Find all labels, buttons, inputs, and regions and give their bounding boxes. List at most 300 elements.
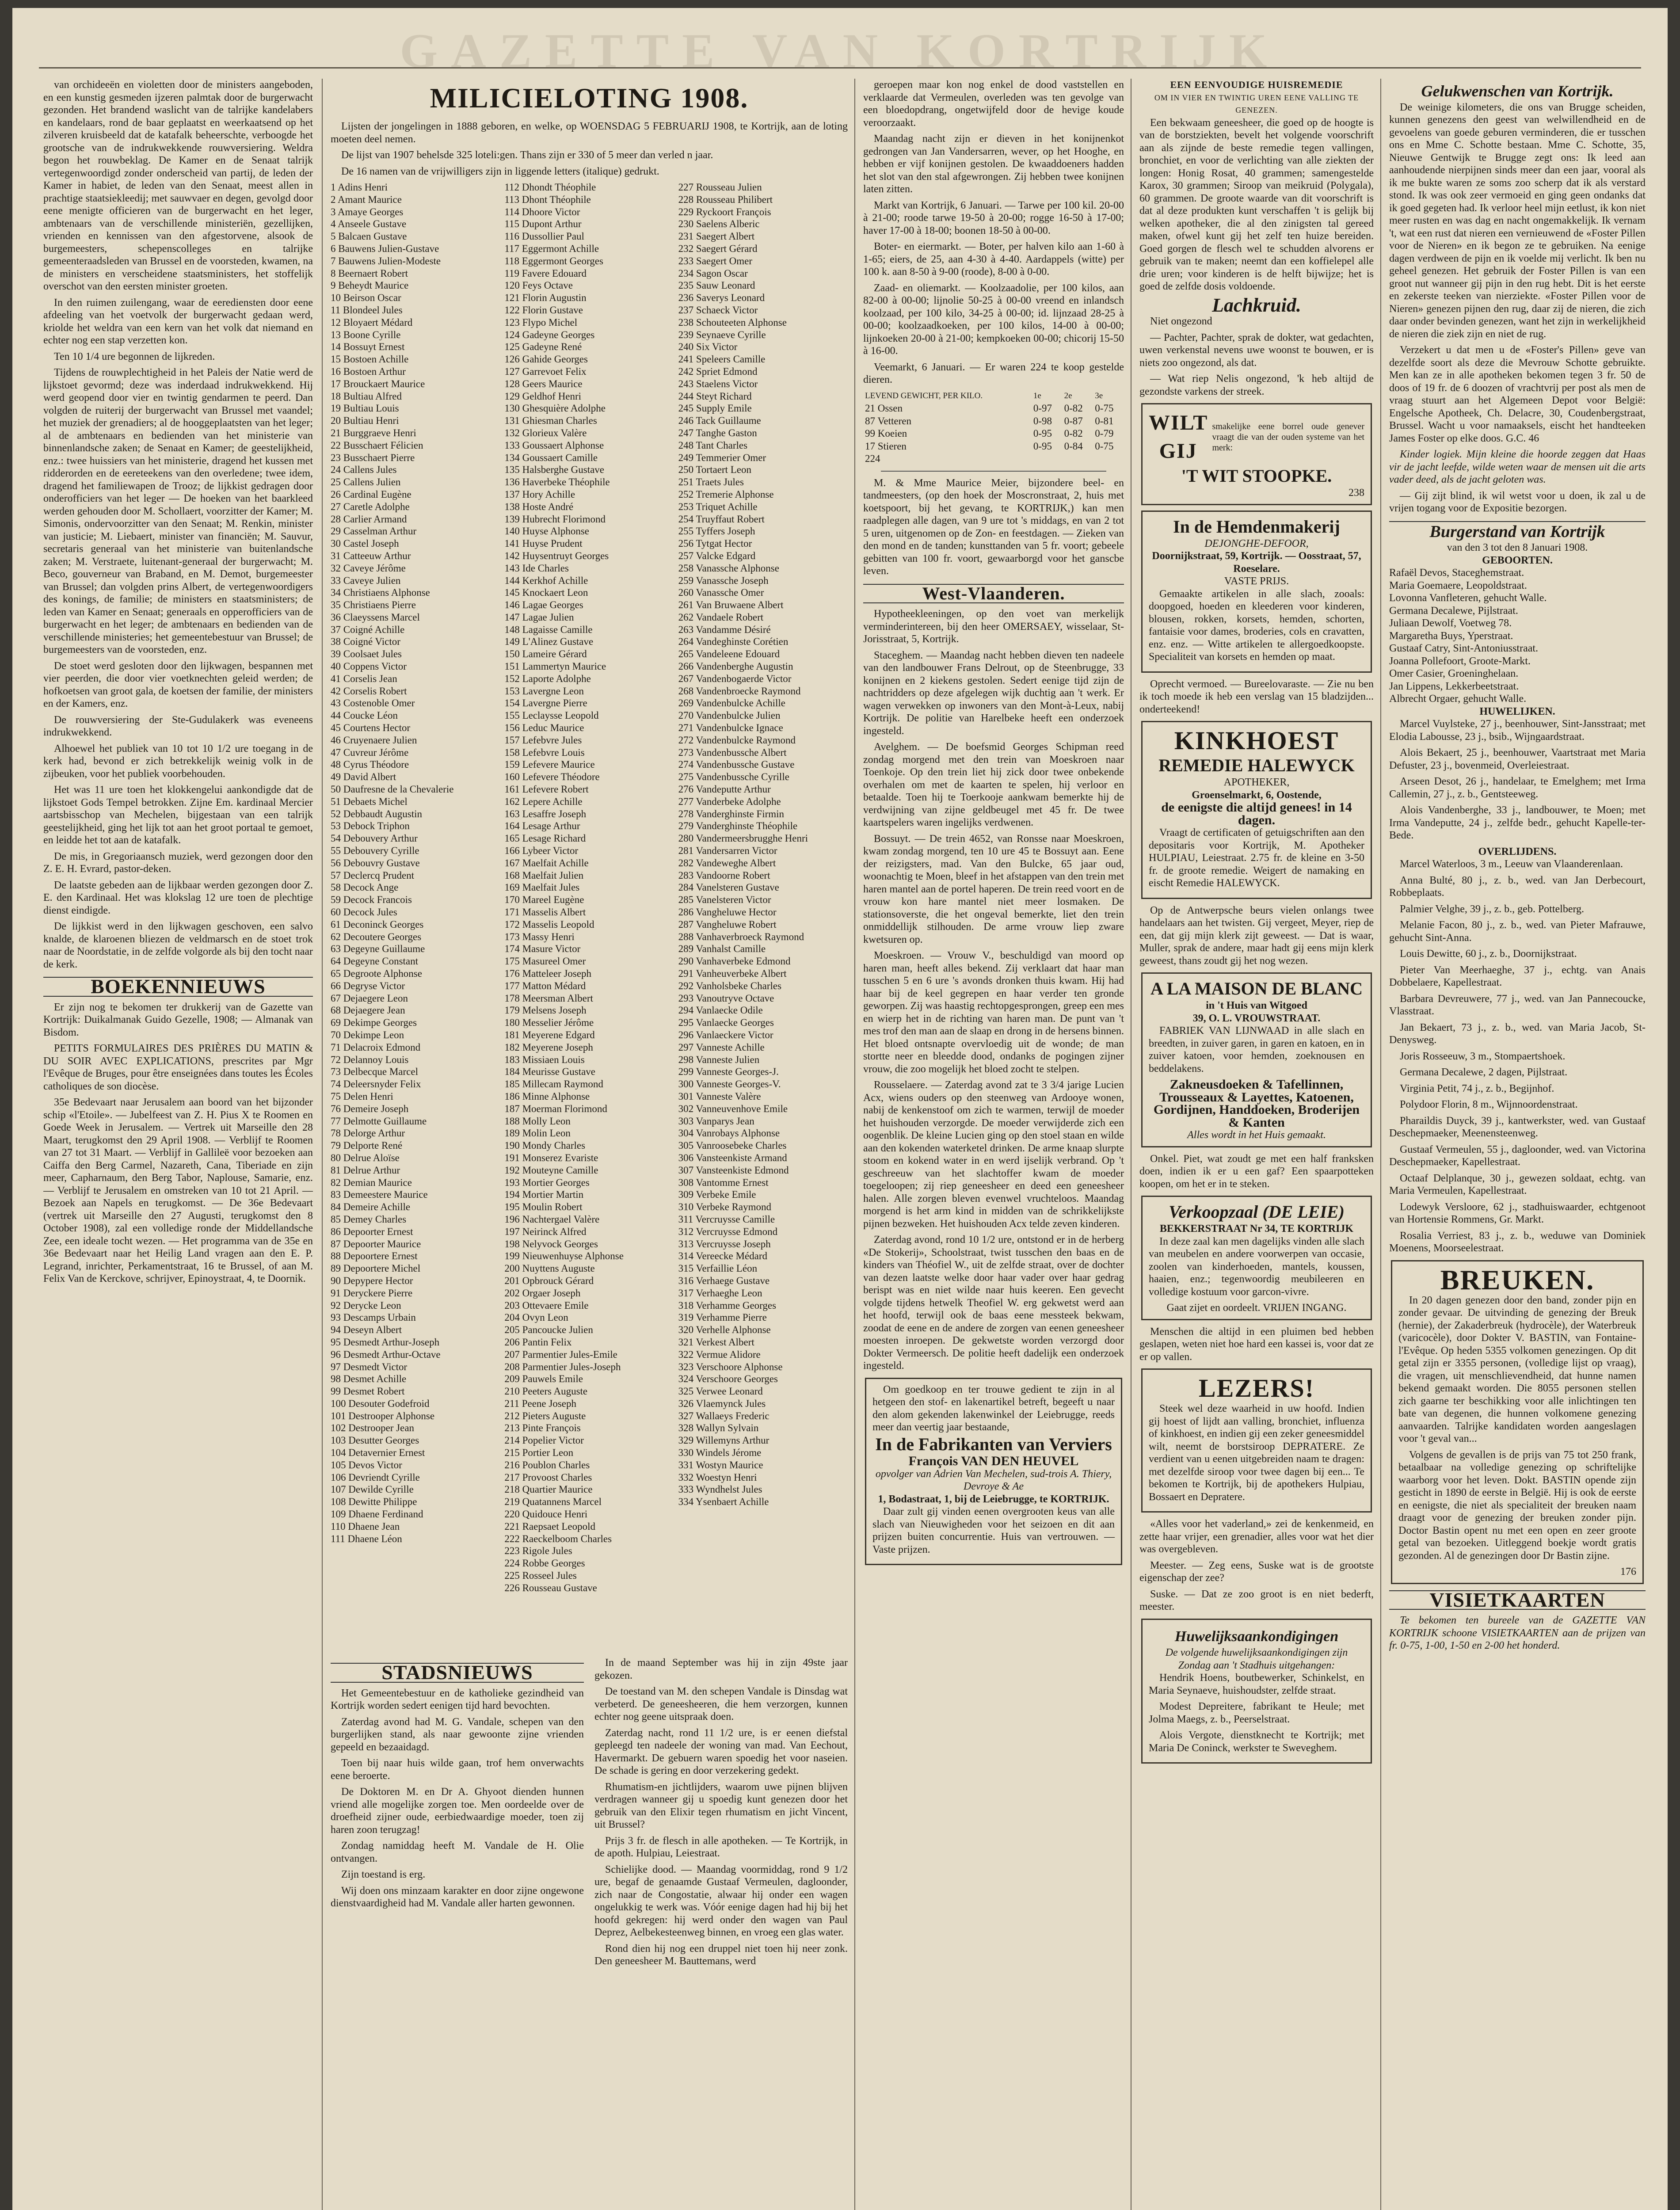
price-cell: 0-95 (1033, 440, 1052, 452)
verviers-ad (865, 1378, 1122, 1566)
militie-entry: 83 Demeestere Maurice (331, 1189, 428, 1200)
maison-de-blanc-ad (1141, 972, 1372, 1147)
militie-entry: 129 Geldhof Henri (504, 390, 582, 402)
militie-entry: 157 Lefebvre Jules (504, 734, 582, 746)
verkoopzaal-title: Verkoopzaal (DE LEIE) (1169, 1202, 1345, 1222)
militie-entry: 280 Vandermeersbrugghe Henri (678, 833, 808, 844)
militie-entry: 107 Dewilde Cyrille (331, 1484, 414, 1495)
price-table-body (863, 402, 1124, 465)
militie-entry: 43 Costenoble Omer (331, 697, 415, 709)
price-cell: 224 (865, 453, 880, 464)
huwelijk-box (1141, 1619, 1372, 1764)
militie-entry: 158 Lefebvre Louis (504, 747, 585, 758)
price-cell (1032, 453, 1063, 465)
kinkhoest-subtitle: REMEDIE HALEWYCK (1158, 755, 1355, 775)
market-paragraph: Zaad- en oliemarkt. — Koolzaadolie, per 100 kilos, aan 82-00 à 00-00; lijnolie 50-25 à 00-00 vreend en inlandsch koolzaad, per 100 kilo, 34-25 à 00-00; id. lijnzaad 28-25 à 00-00; koolzaadkoeken, per 100 kilos, 14-00 à 00-00; lijnkoeken 20-00 à 21-00; kempkoeken 00-00; chicorij 15-50 à 16-00. (863, 282, 1124, 357)
militie-entry: 72 Delannoy Louis (331, 1054, 409, 1065)
militie-entry: 4 Anseele Gustave (331, 218, 407, 230)
militie-list-2 (504, 181, 674, 1594)
vaderland-joke: «Alles voor het vaderland,» zei de kenkenmeid, en zette haar vrijer, een grenadier, alles voor wat het dier was overgebleven. (1139, 1518, 1374, 1555)
price-row (863, 415, 1124, 428)
militie-entry: 261 Van Bruwaene Albert (678, 599, 784, 611)
breuken-title: BREUKEN. (1440, 1264, 1595, 1296)
militie-entry: 328 Wallyn Sylvain (678, 1422, 759, 1434)
huwelijken-title: HUWELIJKEN. (1479, 705, 1555, 717)
price-cell: 99 Koeien (865, 428, 907, 439)
militie-entry: 8 Beernaert Robert (331, 267, 408, 279)
geboorte-entry: Margaretha Buys, Yperstraat. (1389, 630, 1513, 642)
militie-entry: 7 Bauwens Julien-Modeste (331, 255, 441, 267)
militie-entry: 184 Meurisse Gustave (504, 1066, 596, 1078)
militie-entry: 241 Speleers Camille (678, 354, 766, 365)
militie-entry: 3 Amaye Georges (331, 206, 404, 217)
militie-entry: 193 Mortier Georges (504, 1177, 590, 1188)
hemdenmakerij-text: Gemaakte artikelen in alle slach, zooals: doopgoed, hoeden en kleederen voor kinderen, blousen, rokken, korsets, hemden, schorten, fantaisie voor dames, broderies, cols en cravatten, enz. enz. — Witte artikelen te allergoedkoopste. Specialiteit van korsets en hemden op maat. (1149, 588, 1364, 663)
masthead-faint-title: GAZETTE VAN KORTRIJK (400, 24, 1280, 78)
militie-entry: 70 Dekimpe Leon (331, 1029, 404, 1040)
militie-entry: 77 Delmotte Guillaume (331, 1115, 427, 1127)
suske-joke: Suske. — Dat ze zoo groot is en niet bederft, meester. (1139, 1588, 1374, 1612)
militie-entry: 301 Vanneste Valère (678, 1090, 761, 1102)
article-paragraph: Tijdens de rouwplechtigheid in het Paleis der Natie werd de lijkstoet gevormd; deze was inderdaad indrukwekkend. Hij werd geopend door vier en twintig gendarmen te peerd. Dan volgden de ruiterij der burgerwacht van Brussel met vaandel; het muziek der grenadiers; al de hooggeplaatsten van het leger; al de ambtenaars en bedienden van het ministerie van binnenlandsche zaken; de Senaat en Kamer; de geestelijkheid, enz.: twee huissiers van het ministerie, dragend het kussen met ridderorden en de eereteekens van den overledene; twee idem, dragend het familiewapen de Trooz; de lijkkist gedragen door onderofficiers van het leger — De hoeken van het baarkleed werden gehouden door M. Schollaert, voorzitter der Kamer; M. Simonis, ondervoorzitter van den Senaat; M. Renkin, minister van justicie; M. Liebaert, minister van financiën; M. Sauvur, secretaris generaal van het ministerie van buitenlandsche zaken; M. Verstraete, luitenant-generaal der burgerwacht; M. Beco, gouverneur van Braband, en M. Demot, burgemeester van Brussel; dan volgden prins Albert, de vertegenwoordigers des konings, de familie; de ministers en staatsministers; de leden van Kamer en Senaat; generaals en opperofficiers van de burgerwacht en het leger; de ambtenaars en bedienden van de verschillende ministeries; het gemeentebestuur van Brussel; de burgemeesters van de voorsteden, enz. (43, 367, 313, 655)
militie-entry: 222 Raeckelboom Charles (504, 1533, 612, 1544)
militie-entry: 1 Adins Henri (331, 182, 388, 193)
militie-entry: 127 Garrevoet Felix (504, 366, 587, 377)
militie-entry: 248 Tant Charles (678, 439, 748, 451)
militie-entry: 22 Busschaert Félicien (331, 439, 423, 451)
militie-entry: 296 Vanlaeckere Victor (678, 1029, 773, 1040)
militie-entry: 316 Verhaege Gustave (678, 1275, 770, 1286)
militie-entry: 101 Destrooper Alphonse (331, 1410, 435, 1421)
militie-entry: 191 Monserez Evariste (504, 1152, 598, 1163)
kinkhoest-apotheker: APOTHEKER, (1223, 777, 1290, 788)
stadsnieuws-paragraph: Zaterdag avond had M. G. Vandale, schepen van den burgerlijken stand, als naar gewoonte zijne vrienden gepeeld en bezaaidagd. (331, 1716, 584, 1753)
militie-entry: 260 Vanassche Omer (678, 587, 764, 598)
militie-entry: 94 Deseyn Albert (331, 1324, 402, 1336)
stadsnieuws-paragraph: De toestand van M. den schepen Vandale is Dinsdag wat verbeterd. De geneesheeren, die hem verzorgen, kunnen echter nog geene uitspraak doen. (594, 1686, 848, 1722)
militie-entry: 235 Sauw Leonard (678, 280, 755, 291)
militie-entry: 182 Meyerene Joseph (504, 1041, 593, 1053)
militie-entry: 154 Lavergne Pierre (504, 697, 587, 709)
militie-entry: 216 Poublon Charles (504, 1459, 590, 1471)
price-cell: 0-75 (1095, 403, 1114, 414)
militie-entry: 133 Goussaert Alphonse (504, 439, 604, 451)
price-cell: 0-79 (1095, 428, 1114, 439)
militie-entry: 33 Caveye Julien (331, 575, 401, 586)
gelukwenschen-text: De weinige kilometers, die ons van Brugge scheiden, kunnen genezens den geest van welwillendheid en de gevoelens van goede geburen verminderen, die er tusschen ons en Mme C. Schotte bestaan. Mme C. Schotte, 35, Nieuwe Gentwijk te Brugge zegt ons: Ik leed aan aanhoudende nierpijnen sinds meer dan een jaar, vooral als ik me bukte waren ze soms zoo scherp dat ik als verstard stond. Ik was ook zeer vermoeid en ging geen ondanks dat ik goed gegeten had. Ik verloor heel mijn eetlust, ik kon niet meer rusten en was dag en nacht ongemakkelijk. Ik vernam 't, wat een rust dat nieren een vernieuwend de «Foster Pillen voor de Nieren» en ik begon ze te gebruiken. Na eenige dagen verdween de pijn en ik voelde mij verlicht. Ik ben nu geheel genezen. Het gebruik der Foster Pillen is van een groot nut wanneer gij pijn in den rug hebt. Dit is het eerste en zekerste teeken van nierziekte. «Foster Pillen voor de Nieren» genezen pijnen den rug, daar zij de nieren, die zich daar onder bevinden genezen, want het zijn in werkelijkheid de nieren die ziek zijn en niet de rug. (1389, 101, 1646, 340)
militie-entry: 232 Saegert Gérard (678, 243, 758, 254)
price-cell (1093, 453, 1124, 465)
militie-entry: 225 Rosseel Jules (504, 1570, 577, 1581)
militie-entry: 283 Vandoorne Robert (678, 869, 770, 881)
militie-entry: 244 Steyt Richard (678, 390, 752, 402)
militie-entry: 155 Leclaysse Leopold (504, 710, 599, 721)
kinkhoest-text: Vraagt de certificaten of getuigschriften aan den depositaris voor Kortrijk, M. Apotheker HULPIAU, Leiestraat. 2.75 fr. de kleine en 3-50 fr. de groote remedie. Weigert de namaking en eischt Remedie HALEWYCK. (1149, 827, 1364, 889)
militie-entry: 136 Haverbeke Théophile (504, 476, 610, 488)
militie-entry: 114 Dhoore Victor (504, 206, 580, 217)
price-cell: 17 Stieren (865, 440, 907, 452)
stadsnieuws-paragraph: Wij doen ons minzaam karakter en door zijne ongewone dienstvaardigheid had M. Vandale aller harten gewonnen. (331, 1885, 584, 1909)
militie-entry: 303 Vanparys Jean (678, 1115, 754, 1127)
militie-entry: 270 Vandenbulcke Julien (678, 710, 781, 721)
militie-entry: 180 Messelier Jérôme (504, 1017, 594, 1029)
price-cell: 21 Ossen (865, 403, 903, 414)
column-4 (1139, 79, 1374, 2210)
militie-entry: 272 Vandenbulcke Raymond (678, 734, 796, 746)
militie-entry: 144 Kerkhof Achille (504, 575, 588, 586)
huwelijk-title: Huwelijksaankondigingen (1174, 1628, 1339, 1645)
militie-entry: 277 Vanderbeke Adolphe (678, 796, 781, 807)
militie-entry: 324 Verschoore Georges (678, 1373, 778, 1385)
militie-entry: 24 Callens Jules (331, 464, 397, 476)
breuken-ad (1391, 1260, 1644, 1584)
militie-entry: 105 Devos Victor (331, 1459, 402, 1471)
price-cell (1063, 453, 1093, 465)
stadsnieuws-paragraph: Toen bij naar huis wilde gaan, trof hem onverwachts eene beroerte. (331, 1757, 584, 1782)
lachkruid-line: — Wat riep Nelis ongezond, 'k heb altijd de gezondste varkens der streek. (1139, 373, 1374, 397)
militie-entry: 161 Lefevere Robert (504, 784, 589, 795)
stadsnieuws-paragraph: Rond dien hij nog een druppel niet toen hij neer zonk. Den geneesheer M. Bauttemans, werd (594, 1943, 848, 1967)
militie-entry: 236 Saverys Leonard (678, 292, 765, 304)
militie-entry: 264 Vandeghinste Corétien (678, 636, 789, 648)
militie-entry: 245 Supply Emile (678, 403, 752, 414)
militie-entry: 139 Hubrecht Florimond (504, 513, 606, 525)
west-vlaanderen-paragraph: Avelghem. — De boefsmid Georges Schipman reed zondag morgend met den trein van Moeskroen naar Toenkoje. Op den trein liet hij zick door twee onbekende overhalen om met de kaarten te spelen, hij verloor en betaalde. Toen hij te Toerkooje aankwam bemerkte hij de verdwijning van zijne geldbeugel met 45 fr. De twee kaartspelers waren ingelijks verdwenen. (863, 741, 1124, 828)
militie-lists (331, 181, 848, 1594)
militie-entry: 69 Dekimpe Georges (331, 1017, 417, 1029)
boekennieuws-paragraphs (43, 1001, 313, 1285)
kinkhoest-title: KINKHOEST (1174, 726, 1339, 755)
militie-entry: 160 Lefevere Théodore (504, 771, 600, 783)
militie-entry: 30 Castel Joseph (331, 538, 399, 549)
antwerp-joke: Op de Antwerpsche beurs vielen onlangs twee handelaars aan het twisten. Gij vergeet, Meyer, riep de een, dat gij mijn klerk zijt geweest. — Dat is waar, Muller, sprak de andere, maar hadt gij eens mijn klerk geweest, thans zoudt gij het nog wezen. (1139, 904, 1374, 967)
article-paragraph: van orchideeën en violetten door de ministers aangeboden, en een kunstig gesmeden ijzeren palmtak door de burgerwacht gezonden. Het brandend waslicht van de talrijke kandelabers en kandelaars, rond de baar geplaatst en weerkaatsend op het zilveren kruisbeeld dat de katafalk beheerschte, verboogde het grootsche van de indrukwekkende rouwversiering. Weldra begon het rouwbeklag. De Kamer en de Senaat talrijk vertegenwoordigd zonder onderscheid van partij, de leden der Kamer in habiet, de leden van den Senaat, meest allen in prachtige staatsiekleedij; met sauwvaer en degen, gevolgd door eene menigte officieren van de burgerwacht en het leger, ambtenaars van de verschillende ministeriën, gezellijken, vrienden en kennissen van den afgestorvene, alsook de burgemeesters, schepenscolleges en talrijke gemeenteraadsleden van Brussel en de voorsteden, kwamen, na de ministers en verscheidene staatsministers, het stoffelijk overschot van den eersten minister groeten. (43, 79, 313, 292)
militie-entry: 89 Depoortere Michel (331, 1263, 421, 1274)
verviers-ad-address: 1, Bodastraat, 1, bij de Leiebrugge, te KORTRIJK. (878, 1493, 1109, 1505)
militie-entry: 327 Wallaeys Frederic (678, 1410, 770, 1421)
militie-entry: 326 Vlaemynck Jules (678, 1398, 766, 1409)
verkoopzaal-text: In deze zaal kan men dagelijks vinden alle slach van meubelen en andere voorwerpen van occasie, zoolen van kinderhoeden, mantels, koussen, haaien, enz.; tegenwoordig meubileeren en volledige kostuum voor garcon-vivre. (1149, 1235, 1364, 1298)
militie-entry: 99 Desmet Robert (331, 1386, 405, 1397)
article-paragraph: Het was 11 ure toen het klokkengelui aankondigde dat de lijkstoet Gods Tempel betrokken. Zijne Em. kardinaal Mercier aartsbisschop van Mechelen, bijgestaan van een talrijk geestelijkheid, ging het lijk tot aan het groot portaal te gemoet, en leidde het tot aan de katafalk. (43, 784, 313, 846)
market-paragraph: Markt van Kortrijk, 6 Januari. — Tarwe per 100 kil. 20-00 à 21-00; roode tarwe 19-50 à 20-00; rogge 16-50 à 17-00; haver 17-00 à 18-00; boonen 18-50 à 00-00. (863, 199, 1124, 236)
militie-entry: 46 Cruyenaere Julien (331, 734, 417, 746)
militie-entry: 165 Lesage Richard (504, 833, 586, 844)
militie-entry: 80 Delrue Aloïse (331, 1152, 400, 1163)
militie-entry: 179 Melsens Joseph (504, 1005, 587, 1016)
militie-entry: 9 Beheydt Maurice (331, 280, 409, 291)
hemdenmakerij-ad (1141, 511, 1372, 673)
militie-entry: 269 Vandenbulcke Achille (678, 697, 785, 709)
breuken-number: 176 (1620, 1566, 1636, 1577)
article-paragraph: De mis, in Gregoriaansch muziek, werd gezongen door den Z. E. H. Evrard, pastor-deken. (43, 850, 313, 875)
militie-entry: 246 Tack Guillaume (678, 415, 761, 427)
militie-entry: 176 Matteleer Joseph (504, 968, 592, 979)
militie-entry: 308 Vantomme Ernest (678, 1177, 769, 1188)
militie-entry: 168 Maelfait Julien (504, 869, 584, 881)
lachkruid-line: — Pachter, Pachter, sprak de dokter, wat gedachten, uwen verkenstal nevens uwe woonst te bouwen, er is niets zoo ongezond, als dat. (1139, 332, 1374, 369)
militie-entry: 282 Vandeweghe Albert (678, 857, 776, 869)
militie-entry: 63 Degeyne Guillaume (331, 943, 425, 955)
price-cell: 0-82 (1064, 403, 1083, 414)
militie-entry: 218 Quartier Maurice (504, 1484, 593, 1495)
militie-entry: 16 Bostoen Arthur (331, 366, 406, 377)
militie-entry: 167 Maelfait Achille (504, 857, 589, 869)
militie-entry: 19 Bultiau Louis (331, 403, 399, 414)
huwelijk-subtitle: De volgende huwelijksaankondigingen zijn Zondag aan 't Stadhuis uitgehangen: (1165, 1647, 1348, 1671)
militie-entry: 273 Vandenbussche Albert (678, 747, 787, 758)
militie-entry: 281 Vandersarren Victor (678, 845, 777, 857)
militie-entry: 166 Lybeer Victor (504, 845, 579, 857)
militie-entry: 59 Decock Francois (331, 894, 412, 906)
market-paragraph: Maandag nacht zijn er dieven in het konijnenkot gedrongen van Jan Vandersarren, wever, op het Hooghe, en hebben er vijf konijnen gestolen. De kwaaddoeners hadden het slot van den stal afgewrongen. Zij hebben twee konijnen laten zitten. (863, 133, 1124, 195)
militie-entry: 210 Peeters Auguste (504, 1386, 588, 1397)
militie-entry: 120 Feys Octave (504, 280, 573, 291)
lachkruid-title: Lachkruid. (1212, 294, 1301, 316)
blind-joke: — Gij zijt blind, ik wil wetst voor u doen, ik zal u de vrijen togang voor de Expositie bezorgen. (1389, 490, 1646, 514)
militie-entry: 118 Eggermont Georges (504, 255, 603, 267)
militie-entry: 256 Tytgat Hector (678, 538, 752, 549)
militie-entry: 21 Burggraeve Henri (331, 427, 416, 438)
militie-entry: 175 Masureel Omer (504, 956, 586, 967)
west-vlaanderen-paragraphs (863, 608, 1124, 1372)
overlijdens-list (1389, 858, 1646, 1255)
stadsnieuws-col-a (331, 1657, 584, 2210)
huwelijk-entry: Arseen Desot, 26 j., handelaar, te Emelghem; met Irma Callemin, 27 j., z. b., Gentsteeweg. (1389, 776, 1646, 800)
overlijden-entry: Palmier Velghe, 39 j., z. b., geb. Pottelberg. (1400, 903, 1585, 915)
militie-entry: 196 Nachtergael Valère (504, 1213, 600, 1225)
militie-entry: 205 Pancoucke Julien (504, 1324, 593, 1336)
militie-entry: 204 Ovyn Leon (504, 1312, 568, 1323)
west-vlaanderen-title: West-Vlaanderen. (863, 584, 1124, 604)
column-divider (854, 79, 855, 2210)
price-header-cell: 3e (1095, 391, 1103, 400)
militie-list-3 (678, 181, 848, 1594)
militie-entry: 117 Eggermont Achille (504, 243, 599, 254)
militie-entry: 315 Verfaillie Léon (678, 1263, 758, 1274)
militie-entry: 331 Wostyn Maurice (678, 1459, 763, 1471)
huwelijk-list (1149, 1672, 1364, 1754)
militie-entry: 320 Verhelle Alphonse (678, 1324, 771, 1336)
hemdenmakerij-owner: DEJONGHE-DEFOOR, (1204, 537, 1309, 549)
stadsnieuws-paragraphs-b (594, 1657, 848, 2210)
militie-entry: 237 Schaeck Victor (678, 304, 758, 316)
west-vlaanderen-paragraph: Moeskroen. — Vrouw V., beschuldigd van moord op haren man, heeft alles bekend. Zij verklaart dat haar man tusschen 5 en 6 ure 's avonds dronken thuis kwam. Hij had haar bij de keel gegrepen en haar verder ten gronde geworpen. Zij was haastig rechtopgesprongen, greep een mes en wierp het in de richting van haren man. De punt van 't mes trof den man aan de slaap en drong in de hersens binnen. Het bloed ontsnapte overvloedig uit de wonde; de man stortte neer en bleedde dood, ondanks de pogingen zijner vrouw, die zoo mogelijk het bloed zocht te stelpen. (863, 950, 1124, 1075)
militie-entry: 195 Moulin Robert (504, 1201, 583, 1213)
geboorte-entry: Joanna Pollefoort, Groote-Markt. (1389, 655, 1531, 667)
militie-entry: 58 Decock Ange (331, 882, 399, 893)
kinkhoest-ad (1141, 721, 1372, 899)
overlijden-entry: Octaaf Delplanque, 30 j., gewezen soldaat, echtg. van Maria Vermeulen, Kapellestraat. (1389, 1172, 1646, 1196)
militie-entry: 10 Beirson Oscar (331, 292, 401, 304)
militie-entry: 79 Delporte René (331, 1140, 403, 1151)
militie-entry: 221 Raepsaet Leopold (504, 1520, 595, 1532)
militie-entry: 253 Triquet Achille (678, 501, 758, 512)
geboorte-entry: Maria Goemaere, Leopoldstraat. (1389, 579, 1527, 591)
militie-entry: 233 Saegert Omer (678, 255, 752, 267)
market-paragraphs (863, 79, 1124, 386)
wilt-gij-title: WILT GIJ (1149, 411, 1208, 463)
militie-entry: 85 Demey Charles (331, 1213, 407, 1225)
militie-entry: 55 Debouvery Cyrille (331, 845, 419, 857)
militie-entry: 95 Desmedt Arthur-Joseph (331, 1336, 440, 1348)
militie-entry: 68 Dejaegere Jean (331, 1005, 405, 1016)
militie-entry: 263 Vandamme Désiré (678, 624, 771, 635)
overlijdens-title: OVERLIJDENS. (1478, 846, 1557, 857)
price-cell: 0-98 (1033, 415, 1052, 427)
geboorte-entry: Jan Lippens, Lekkerbeetstraat. (1389, 680, 1519, 692)
militie-entry: 156 Leduc Maurice (504, 722, 584, 734)
militie-entry: 96 Desmedt Arthur-Octave (331, 1349, 441, 1360)
gelukwenschen-title: Gelukwenschen van Kortrijk. (1421, 82, 1614, 100)
market-paragraph: Boter- en eiermarkt. — Boter, per halven kilo aan 1-60 à 1-65; eiers, de 25, aan 4-30 à 4-40. Aardappels (witte) per 100 k. aan 8-50 à 9-00 (roode), 8-00 à 0-00. (863, 241, 1124, 278)
militie-entry: 238 Schouteeten Alphonse (678, 316, 787, 328)
stadsnieuws-paragraph: Prijs 3 fr. de flesch in alle apotheken. — Te Kortrijk, in de apoth. Hulpiau, Leiestraat. (594, 1835, 848, 1859)
article-paragraph: De stoet werd gesloten door den lijkwagen, bespannen met vier peerden, die door vier voetknechten geleid werden; de hofkoetsen van groot gala, de koetsen der familie, der ministers en der Kamers, enz. (43, 660, 313, 709)
militie-entry: 227 Rousseau Julien (678, 182, 762, 193)
militie-entry: 149 L'Alinez Gustave (504, 636, 594, 648)
militie-entry: 109 Dhaene Ferdinand (331, 1509, 423, 1520)
militie-entry: 230 Saelens Alberic (678, 218, 760, 230)
west-vlaanderen-paragraph: Bossuyt. — De trein 4652, van Ronsse naar Moeskroen, kwam zondag morgend, ten 10 ure 45 te Bossuyt aan. Eene der reizigsters, mad. Van den Bulcke, 65 jaar oud, woonachtig te Moen, bleef in het afstappen van den trein met haren mantel aan de portel haperen. De trein reed voort en de vrouw kon hare mantel niet meer losmaken. De stationsoverste, die het ongeval bemerkte, liet den trein onmiddellijk stilhouden. De arme vrouw liep zware kwetsuren op. (863, 833, 1124, 945)
militie-entry: 2 Amant Maurice (331, 194, 402, 205)
verviers-ad-intro: Om goedkoop en ter trouwe gedient te zijn in al hetgeen den stof- en lakenartikel betreft, begeeft u naar den alom gekenden lakenwinkel der Leiebrugge, reeds meer dan veertig jaar bestaande, (872, 1383, 1115, 1433)
militie-list-1 (331, 181, 500, 1594)
militie-entry: 259 Vanassche Joseph (678, 575, 769, 586)
militie-entry: 143 Ide Charles (504, 562, 569, 574)
militie-entry: 265 Vandeleene Edouard (678, 648, 780, 660)
militie-entry: 302 Vanneuvenhove Emile (678, 1103, 788, 1114)
stadsnieuws-title: STADSNIEUWS (331, 1663, 584, 1683)
newspaper-page (12, 8, 1668, 2210)
militie-entry: 262 Vandaele Robert (678, 611, 764, 623)
overlijden-entry: Anna Bulté, 80 j., z. b., wed. van Jan Derbecourt, Robbeplaats. (1389, 874, 1646, 899)
overlijden-entry: Polydoor Florin, 8 m., Wijnnoordenstraat. (1400, 1099, 1578, 1110)
price-row (863, 453, 1124, 465)
militie-entry: 115 Dupont Arthur (504, 218, 582, 230)
stadsnieuws-paragraph: Rhumatism-en jichtlijders, waarom uwe pijnen blijven verdragen wanneer gij u spoedig kunt genezen door het gebruik van den Elixir tegen rhumatism en jicht Vincent, uit Brussel? (594, 1781, 848, 1830)
militie-entry: 145 Knockaert Leon (504, 587, 588, 598)
hemdenmakerij-title: In de Hemdenmakerij (1173, 516, 1340, 537)
militie-entry: 28 Carlier Armand (331, 513, 407, 525)
price-cell: 0-81 (1095, 415, 1114, 427)
boekennieuws-paragraph: Er zijn nog te bekomen ter drukkerij van de Gazette van Kortrijk: Duikalmanak Guido Gezelle, 1908; — Almanak van Bisdom. (43, 1001, 313, 1038)
militie-entry: 312 Vercruysse Edmond (678, 1226, 778, 1237)
militie-entry: 123 Flypo Michel (504, 316, 578, 328)
wilt-gij-text: smakelijke eene borrel oude genever vraagt die van der ouden systeme van het merk: (1212, 422, 1364, 453)
militie-entry: 329 Willemyns Arthur (678, 1435, 770, 1446)
oprecht-joke: Oprecht vermoed. — Bureelovaraste. — Zie nu ben ik toch moede ik heb een verslag van 15 bladzijden... onderteekend! (1139, 678, 1374, 715)
column-5 (1389, 79, 1646, 2210)
militie-entry: 174 Masure Victor (504, 943, 581, 955)
militie-entry: 86 Depoorter Ernest (331, 1226, 413, 1237)
militie-entry: 305 Vanroosebeke Charles (678, 1140, 787, 1151)
article-paragraph: De rouwversiering der Ste-Gudulakerk was eveneens indrukwekkend. (43, 714, 313, 738)
militie-entry: 39 Coolsaet Jules (331, 648, 402, 660)
geboorte-entry: Albrecht Orgaer, gehucht Walle. (1389, 693, 1527, 705)
militie-entry: 18 Bultiau Alfred (331, 390, 402, 402)
militie-entry: 98 Desmet Achille (331, 1373, 407, 1385)
militie-entry: 88 Depoortere Ernest (331, 1250, 418, 1262)
breuken-text: In 20 dagen genezen door den band, zonder pijn en zonder gevaar. De uitvinding de genezing der Breuk (hernie), der Zakaderbreuk (hydrocèle), der Waterbreuk (varicocèle), door Dokter V. BASTIN, van Fontaine-l'Evêque. Op heden 5355 volkomen genezingen. Op dit getal zijn er 3355 personen, (volledige lijst op vraag), die vragen, uit menschlievendheid, dat hunne namen bekend gemaakt worden. Die 8055 personen stellen zich gaarne ter beschikking voor alle inlichtingen ten bate van degenen, die hunnen volkomene genezing aanvaarden. Talrijke kandidaten worden aangeslagen voor 't geval van... (1398, 1294, 1636, 1444)
overlijden-entry: Virginia Petit, 74 j., z. b., Begijnhof. (1400, 1082, 1554, 1094)
geboorten-title: GEBOORTEN. (1482, 554, 1553, 566)
meier-notice: M. & Mme Maurice Meier, bijzondere beel- en tandmeesters, (op den hoek der Moscronstraat, 2, huis met koetspoort, bij het gevang, te KORTRIJK,) kan men raadplegen alle dagen, van 9 ure tot 's middags, en van 2 tot 5 uren, uitgenomen op de Zon- en feestdagen. — Zieken van den mond en de tanden; kunsttanden van 5 fr. voort; gebeele gebitten van 100 fr. voort, gewaarborgd voor het ganscbe leven. (863, 477, 1124, 577)
militie-entry: 36 Claeyssens Marcel (331, 611, 420, 623)
hemdenmakerij-address: Doornijkstraat, 59, Kortrijk. — Oosstraat, 57, Roeselare. (1152, 550, 1361, 575)
militie-entry: 76 Demeire Joseph (331, 1103, 409, 1114)
remedie-title: EEN EENVOUDIGE HUISREMEDIE (1170, 79, 1343, 90)
militie-entry: 209 Pauwels Emile (504, 1373, 583, 1385)
militie-entry: 271 Vandenbulcke Ignace (678, 722, 783, 734)
militie-entry: 40 Coppens Victor (331, 661, 407, 672)
militie-entry: 31 Catteeuw Arthur (331, 550, 411, 561)
militie-entry: 73 Delbecque Marcel (331, 1066, 418, 1078)
wilt-gij-number: 238 (1349, 487, 1364, 499)
militie-entry: 26 Cardinal Eugène (331, 488, 411, 500)
militie-entry: 268 Vandenbroecke Raymond (678, 685, 801, 697)
militie-entry: 130 Ghesquière Adolphe (504, 403, 606, 414)
militie-entry: 93 Descamps Urbain (331, 1312, 416, 1323)
militie-entry: 207 Parmentier Jules-Emile (504, 1349, 617, 1360)
gelukwenschen-text-2: Verzekert u dat men u de «Foster's Pillen» geve van dezelfde soort als deze die Mevrouw Schotte gebruikte. Men kan ze in alle apotheken bekomen tegen 3 fr. 50 de doos of 19 fr. de 6 doozen of vrachtvrij per post als men de vraag stuurt aan het Algemeen Depot voor België: Engelsche Apotheek, Ch. Delacre, 30, Coudenbergstraat, Brussel. Wacht u voor namaaksels, eischt het handteeken James Foster op elke doos. G.C. 46 (1389, 344, 1646, 444)
militie-entry: 274 Vandenbussche Gustave (678, 759, 795, 770)
militie-entry: 110 Dhaene Jean (331, 1520, 400, 1532)
militie-entry: 186 Minne Alphonse (504, 1090, 590, 1102)
militie-entry: 102 Destrooper Jean (331, 1422, 415, 1434)
verkoopzaal-footer: Gaat zijet en oordeelt. VRIJEN INGANG. (1166, 1302, 1347, 1314)
militie-entry: 138 Hoste André (504, 501, 574, 512)
militie-intro-3: De 16 namen van de vrijwilligers zijn in liggende letters (italique) gedrukt. (341, 165, 659, 177)
huwelijk-entry: Marcel Vuylsteke, 27 j., beenhouwer, Sint-Jansstraat; met Elodia Labousse, 23 j., bsib., Wijngaardstraat. (1389, 718, 1646, 743)
militie-entry: 147 Lagae Julien (504, 611, 574, 623)
militie-entry: 247 Tanghe Gaston (678, 427, 757, 438)
militie-entry: 125 Gadeyne René (504, 341, 582, 353)
militie-entry: 306 Vansteenkiste Armand (678, 1152, 787, 1163)
huwelijk-entry: Hendrik Hoens, boutbewerker, Schinkelst, en Maria Seynaeve, huishoudster, zelfde straat. (1149, 1672, 1364, 1696)
militie-entry: 66 Degryse Victor (331, 980, 405, 991)
militie-entry: 319 Verhamme Pierre (678, 1312, 767, 1323)
militie-entry: 108 Dewitte Philippe (331, 1496, 417, 1508)
militie-entry: 190 Mondy Charles (504, 1140, 586, 1151)
militie-entry: 313 Vercruysse Joseph (678, 1238, 771, 1250)
price-table-header (863, 390, 1124, 403)
stadsnieuws-paragraph: Zaterdag nacht, rond 11 1/2 ure, is er eenen diefstal gepleegd ten nadeele der woning van mad. Van Eechout, Havermarkt. De gebuern waren spoedig het voor naseien. De schade is gering en door verzekering gedekt. (594, 1727, 848, 1776)
militie-entry: 60 Decock Jules (331, 907, 397, 918)
militie-entry: 116 Dussollier Paul (504, 231, 584, 242)
militie-entry: 325 Verwee Leonard (678, 1386, 763, 1397)
militie-entry: 38 Coigné Victor (331, 636, 400, 648)
militie-entry: 131 Ghiesman Charles (504, 415, 597, 427)
geboorte-entry: Rafaël Devos, Staceghemstraat. (1389, 567, 1524, 579)
militie-entry: 84 Demeire Achille (331, 1201, 411, 1213)
militie-entry: 228 Rousseau Philibert (678, 194, 773, 205)
militie-entry: 53 Debock Triphon (331, 820, 410, 832)
verviers-ad-footer: Daar zult gij vinden eenen overgrooten keus van alle slach van Nieuwigheden voor het seizoen en dit aan prijzen buiten concurrentie. Huis van vertrouwen. — Vaste prijzen. (872, 1506, 1115, 1555)
stadsnieuws-paragraphs-a (331, 1687, 584, 1910)
column-divider (1380, 79, 1381, 2210)
militie-entry: 317 Verhaeghe Leon (678, 1287, 762, 1299)
militie-entry: 223 Rigole Jules (504, 1545, 572, 1557)
militie-entry: 197 Neirinck Alfred (504, 1226, 587, 1237)
boekennieuws-paragraph: PETITS FORMULAIRES DES PRIÈRES DU MATIN & DU SOIR AVEC EXPLICATIONS, prescrites par Mgr l'Evêque de Bruges, pour être enseignées dans toutes les Écoles catholiques de son diocèse. (43, 1043, 313, 1092)
price-header-cell: 2e (1064, 391, 1072, 400)
militie-entry: 206 Pantin Felix (504, 1336, 572, 1348)
militie-entry: 321 Verkest Albert (678, 1336, 754, 1348)
militie-entry: 231 Saegert Albert (678, 231, 755, 242)
militie-entry: 314 Vereecke Médard (678, 1250, 768, 1262)
militie-entry: 294 Vanlaecke Odile (678, 1005, 763, 1016)
